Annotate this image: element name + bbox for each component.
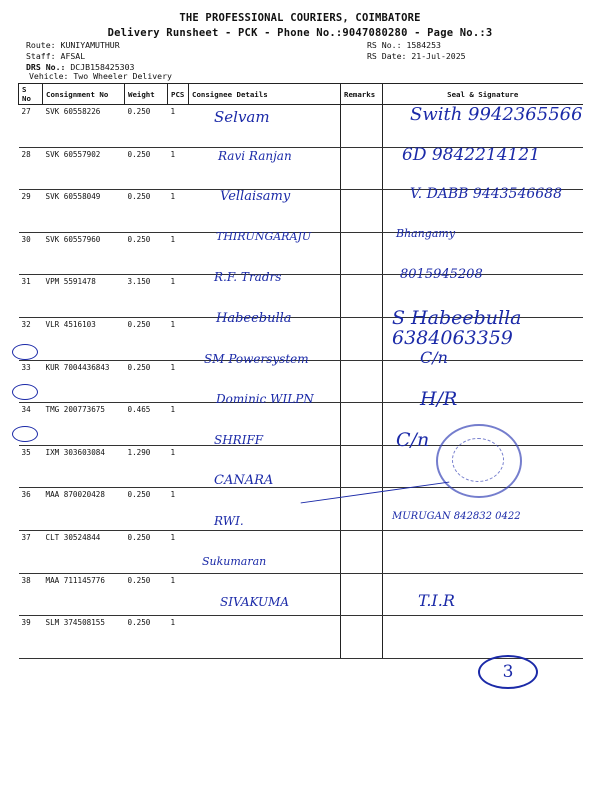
signature-handwriting: 8015945208 xyxy=(400,267,483,283)
sno-circle-mark xyxy=(12,384,38,400)
row-weight: 1.290 xyxy=(125,445,168,488)
row-pcs: 1 xyxy=(168,360,189,403)
row-sno: 39 xyxy=(19,616,43,659)
row-weight: 0.465 xyxy=(125,403,168,446)
row-remarks-cell xyxy=(341,360,383,403)
staff-line: Staff: AFSAL xyxy=(26,51,86,61)
sno-circle-mark xyxy=(12,344,38,360)
consignee-handwriting: RWI. xyxy=(214,514,244,528)
row-consignment: MAA 870020428 xyxy=(43,488,125,531)
row-pcs: 1 xyxy=(168,616,189,659)
signature-handwriting: H/R xyxy=(420,388,458,411)
row-pcs: 1 xyxy=(168,488,189,531)
signature-handwriting: Bhangamy xyxy=(396,226,456,240)
drs-value: DCJB158425303 xyxy=(70,62,135,72)
signature-handwriting: C/n xyxy=(420,347,448,367)
consignee-handwriting: Sukumaran xyxy=(202,554,267,568)
row-consignee-cell xyxy=(189,616,341,659)
row-pcs: 1 xyxy=(168,573,189,616)
row-consignment: SVK 60557960 xyxy=(43,232,125,275)
row-remarks-cell xyxy=(341,190,383,233)
row-remarks-cell xyxy=(341,445,383,488)
route-line: Route: KUNIYAMUTHUR xyxy=(26,40,120,50)
vehicle-line: Vehicle: Two Wheeler Delivery xyxy=(29,71,172,81)
col-remarks: Remarks xyxy=(341,84,383,105)
staff-value: AFSAL xyxy=(60,51,86,61)
row-sno: 38 xyxy=(19,573,43,616)
vehicle-value: Two Wheeler Delivery xyxy=(73,71,172,81)
consignee-handwriting: SIVAKUMA xyxy=(220,595,290,610)
signature-handwriting: V. DABB 9443546688 xyxy=(410,186,562,203)
row-consignment: SVK 60558049 xyxy=(43,190,125,233)
signature-handwriting: C/n xyxy=(396,428,430,451)
row-consignment: SVK 60558226 xyxy=(43,105,125,148)
row-weight: 0.250 xyxy=(125,105,168,148)
consignee-handwriting: Vellaisamy xyxy=(220,189,291,205)
row-consignment: KUR 7004436843 xyxy=(43,360,125,403)
page-mark: 3 xyxy=(478,655,538,689)
runsheet-subtitle: Delivery Runsheet - PCK - Phone No.:9047080280 - Page No.:3 xyxy=(107,27,493,39)
row-pcs: 1 xyxy=(168,403,189,446)
row-consignment: VLR 4516103 xyxy=(43,317,125,360)
row-remarks-cell xyxy=(341,403,383,446)
row-sno: 36 xyxy=(19,488,43,531)
row-weight: 0.250 xyxy=(125,232,168,275)
row-remarks-cell xyxy=(341,317,383,360)
row-weight: 0.250 xyxy=(125,360,168,403)
row-weight: 0.250 xyxy=(125,530,168,573)
row-sno: 34 xyxy=(19,403,43,446)
rs-line: RS No.: 1584253 xyxy=(367,40,441,50)
row-pcs: 1 xyxy=(168,530,189,573)
signature-handwriting: 6D 9842214121 xyxy=(402,144,541,165)
row-signature-cell xyxy=(383,573,583,616)
row-remarks-cell xyxy=(341,275,383,318)
signature-handwriting: MURUGAN 842832 0422 xyxy=(392,511,521,522)
consignee-handwriting: CANARA xyxy=(214,473,274,489)
row-sno: 33 xyxy=(19,360,43,403)
consignee-handwriting: Dominic WILPN xyxy=(216,392,314,407)
row-remarks-cell xyxy=(341,530,383,573)
row-consignment: IXM 303603084 xyxy=(43,445,125,488)
row-sno: 31 xyxy=(19,275,43,318)
row-consignee-cell xyxy=(189,488,341,531)
row-weight: 0.250 xyxy=(125,190,168,233)
row-sno: 29 xyxy=(19,190,43,233)
row-sno: 37 xyxy=(19,530,43,573)
row-consignment: TMG 200773675 xyxy=(43,403,125,446)
col-consignee: Consignee Details xyxy=(189,84,341,105)
row-consignee-cell xyxy=(189,403,341,446)
col-pcs: PCS xyxy=(168,84,189,105)
signature-handwriting: T.I.R xyxy=(418,591,455,611)
row-consignment: SLM 374508155 xyxy=(43,616,125,659)
table-row xyxy=(19,573,583,616)
rs-value: 1584253 xyxy=(406,40,441,50)
row-signature-cell xyxy=(383,360,583,403)
drs-line: DRS No.: DCJB158425303 xyxy=(26,62,135,72)
consignee-handwriting: Ravi Ranjan xyxy=(218,148,292,163)
row-weight: 0.250 xyxy=(125,147,168,190)
runsheet-table xyxy=(18,83,583,659)
row-consignment: CLT 30524844 xyxy=(43,530,125,573)
consignee-handwriting: Selvam xyxy=(214,108,270,126)
col-weight: Weight xyxy=(125,84,168,105)
row-consignment: VPM 5591478 xyxy=(43,275,125,318)
row-remarks-cell xyxy=(341,147,383,190)
row-remarks-cell xyxy=(341,573,383,616)
col-consignment: Consignment No xyxy=(43,84,125,105)
row-weight: 0.250 xyxy=(125,317,168,360)
row-remarks-cell xyxy=(341,105,383,148)
row-pcs: 1 xyxy=(168,317,189,360)
row-consignment: MAA 711145776 xyxy=(43,573,125,616)
signature-handwriting: Swith 9942365566 xyxy=(410,104,583,125)
table-row xyxy=(19,616,583,659)
table-row xyxy=(19,530,583,573)
col-sno: S No xyxy=(19,84,43,105)
signature-handwriting: S Habeebulla 6384063359 xyxy=(392,307,522,349)
col-signature: Seal & Signature xyxy=(383,84,583,105)
sno-circle-mark xyxy=(12,426,38,442)
row-sno: 30 xyxy=(19,232,43,275)
row-weight: 0.250 xyxy=(125,488,168,531)
row-weight: 0.250 xyxy=(125,573,168,616)
consignee-handwriting: SM Powersystem xyxy=(204,351,309,366)
row-pcs: 1 xyxy=(168,445,189,488)
consignee-handwriting: THIRUNGARAJU xyxy=(216,229,312,243)
rs-date-value: 21-Jul-2025 xyxy=(411,51,466,61)
table-header-row xyxy=(19,84,583,105)
seal-stamp xyxy=(436,424,522,498)
row-pcs: 1 xyxy=(168,105,189,148)
row-sno: 27 xyxy=(19,105,43,148)
consignee-handwriting: Habeebulla xyxy=(216,311,292,326)
rs-date-line: RS Date: 21-Jul-2025 xyxy=(367,51,466,61)
row-remarks-cell xyxy=(341,232,383,275)
meta-right xyxy=(367,40,466,62)
row-pcs: 1 xyxy=(168,232,189,275)
row-sno: 35 xyxy=(19,445,43,488)
row-pcs: 1 xyxy=(168,147,189,190)
row-weight: 3.150 xyxy=(125,275,168,318)
meta-left xyxy=(26,40,134,73)
row-consignment: SVK 60557902 xyxy=(43,147,125,190)
row-signature-cell xyxy=(383,530,583,573)
row-pcs: 1 xyxy=(168,190,189,233)
row-weight: 0.250 xyxy=(125,616,168,659)
consignee-handwriting: SHRIFF xyxy=(214,432,264,447)
consignee-handwriting: R.F. Tradrs xyxy=(214,270,282,285)
row-sno: 28 xyxy=(19,147,43,190)
row-pcs: 1 xyxy=(168,275,189,318)
row-sno: 32 xyxy=(19,317,43,360)
row-remarks-cell xyxy=(341,616,383,659)
runsheet-title: THE PROFESSIONAL COURIERS, COIMBATORE xyxy=(179,12,421,24)
row-signature-cell xyxy=(383,616,583,659)
route-value: KUNIYAMUTHUR xyxy=(60,40,120,50)
